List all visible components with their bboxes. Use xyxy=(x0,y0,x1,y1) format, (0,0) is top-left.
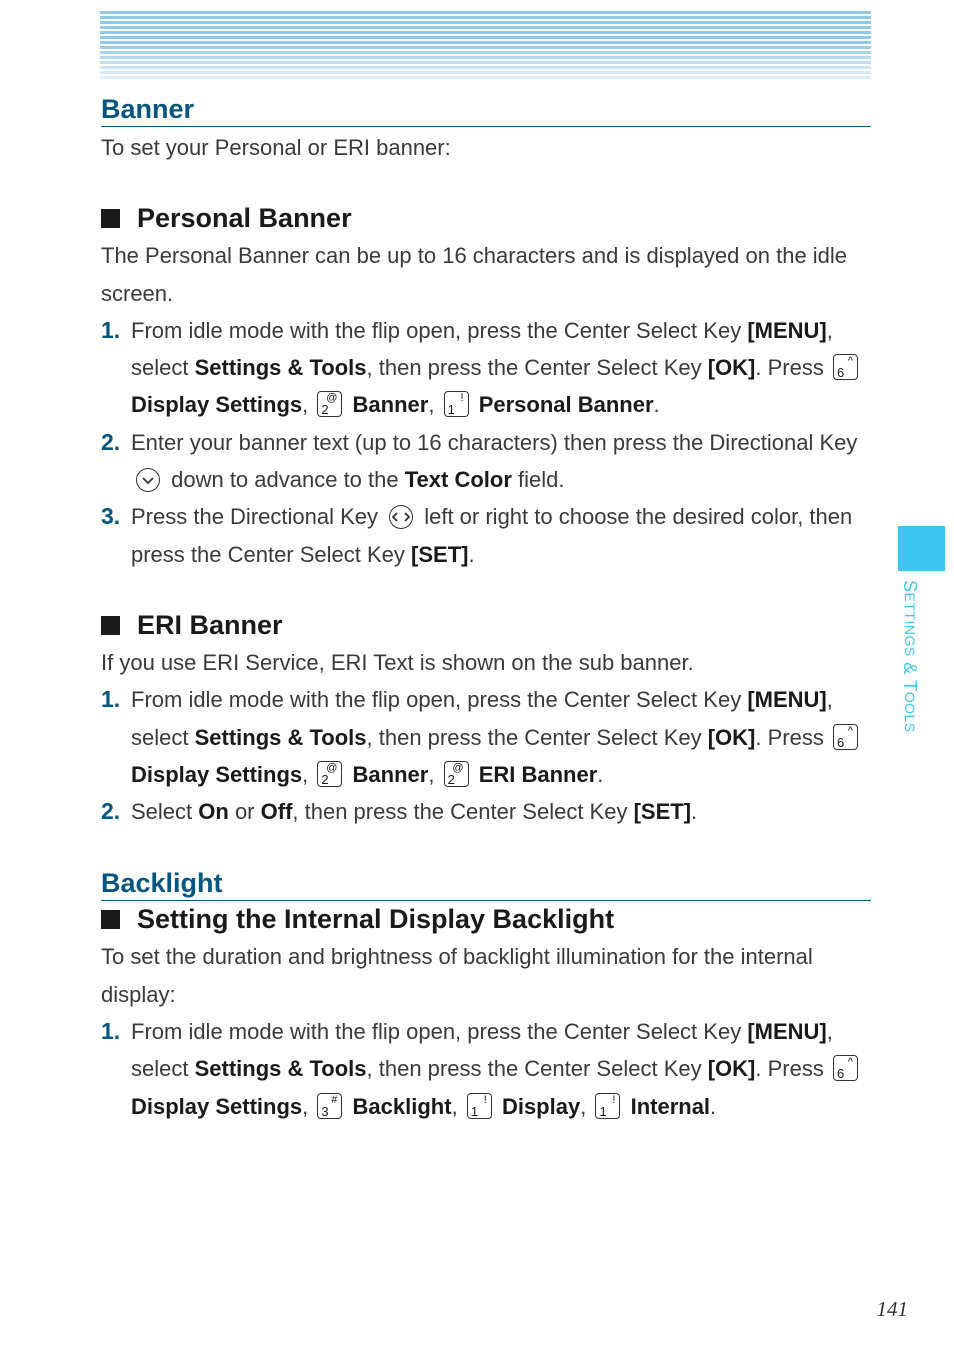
square-bullet-icon xyxy=(101,616,120,635)
eri-step-1: 1. From idle mode with the flip open, press the Center Select Key [MENU], select Settings & Tools, then press the Center Select Key [OK]. Press 6 ^ Display Settings, 2 @ Banner, 2 @ ERI Banner. xyxy=(101,681,871,793)
header-stripe-band xyxy=(100,11,871,79)
subheading-eri-banner: ERI Banner xyxy=(101,608,871,642)
square-bullet-icon xyxy=(101,910,120,929)
eri-banner-desc: If you use ERI Service, ERI Text is shown on the sub banner. xyxy=(101,649,694,675)
key-2-icon: 2 @ xyxy=(317,391,342,417)
key-2-icon: 2 @ xyxy=(317,761,342,787)
key-6-icon: 6 ^ xyxy=(833,1055,858,1081)
subheading-internal-backlight: Setting the Internal Display Backlight xyxy=(101,902,871,936)
page-content xyxy=(101,92,871,1125)
key-1-icon: 1 ! xyxy=(467,1093,492,1119)
key-3-icon: 3 # xyxy=(317,1093,342,1119)
key-1-icon: 1 ! xyxy=(595,1093,620,1119)
key-1-icon: 1 ! xyxy=(444,391,469,417)
section-heading-banner: Banner xyxy=(101,92,871,127)
section-tab-label: SETTINGS & TOOLS xyxy=(900,580,920,733)
key-6-icon: 6 ^ xyxy=(833,724,858,750)
personal-step-3: 3. Press the Directional Key left or right to choose the desired color, then press the Center Select Key [SET]. xyxy=(101,503,853,567)
section-heading-backlight: Backlight xyxy=(101,866,871,901)
backlight-step-1: 1. From idle mode with the flip open, press the Center Select Key [MENU], select Settings & Tools, then press the Center Select Key [OK]. Press 6 ^ Display Settings, 3 # Backlight, 1 ! Display, 1 ! Internal. xyxy=(101,1013,871,1125)
key-6-icon: 6 ^ xyxy=(833,354,858,380)
directional-key-down-icon xyxy=(136,468,160,492)
personal-banner-desc: The Personal Banner can be up to 16 characters and is displayed on the idle screen. xyxy=(101,243,848,306)
subheading-personal-banner: Personal Banner xyxy=(101,201,871,235)
personal-step-2: 2. Enter your banner text (up to 16 characters) then press the Directional Key down to advance to the Text Color field. xyxy=(101,428,858,493)
eri-step-2: 2. Select On or Off, then press the Center Select Key [SET]. xyxy=(101,798,698,825)
section-tab-marker xyxy=(898,526,945,571)
internal-backlight-desc: To set the duration and brightness of backlight illumination for the internal display: xyxy=(101,944,813,1007)
banner-intro: To set your Personal or ERI banner: xyxy=(101,135,451,160)
page-number: 141 xyxy=(876,1297,908,1321)
key-2-icon: 2 @ xyxy=(444,761,469,787)
square-bullet-icon xyxy=(101,209,120,228)
personal-step-1: 1. From idle mode with the flip open, press the Center Select Key [MENU], select Settings & Tools, then press the Center Select Key [OK]. Press 6 ^ Display Settings, 2 @ Banner, 1 ! Personal Banner. xyxy=(101,312,871,424)
directional-key-left-right-icon xyxy=(389,505,413,529)
